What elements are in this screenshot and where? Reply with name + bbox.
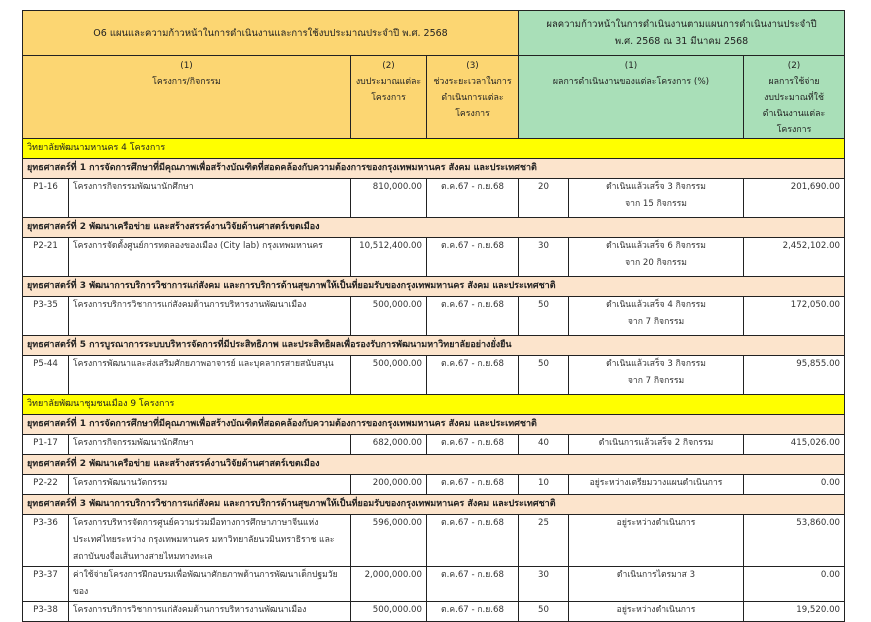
project-budget: 596,000.00 xyxy=(351,515,427,567)
project-expense: 2,452,102.00 xyxy=(744,238,845,277)
project-result xyxy=(569,179,744,218)
result-line1: ดำเนินแล้วเสร็จ 3 กิจกรรม xyxy=(606,359,706,369)
project-percent: 50 xyxy=(519,297,569,336)
project-expense: 0.00 xyxy=(744,475,845,495)
project-result xyxy=(569,567,744,602)
progress-title-line1: ผลความก้าวหน้าในการดำเนินงานตามแผนการดำเนินงานประจำปี xyxy=(546,19,817,30)
col-num: (2) xyxy=(382,61,395,71)
project-percent: 40 xyxy=(519,435,569,455)
title-row xyxy=(23,11,845,56)
result-line1: ดำเนินแล้วเสร็จ 3 กิจกรรม xyxy=(606,182,706,192)
project-code: P3-37 xyxy=(23,567,69,602)
project-code: P3-36 xyxy=(23,515,69,567)
result-line1: อยู่ระหว่างดำเนินการ xyxy=(616,605,696,615)
project-percent: 50 xyxy=(519,602,569,622)
project-expense: 415,026.00 xyxy=(744,435,845,455)
col-num: (2) xyxy=(787,61,801,71)
project-row xyxy=(23,475,845,495)
col-header-result xyxy=(519,56,744,139)
col-num: (1) xyxy=(624,61,638,71)
strategy-row xyxy=(23,277,845,297)
project-result xyxy=(569,475,744,495)
project-budget: 500,000.00 xyxy=(351,602,427,622)
project-result xyxy=(569,356,744,395)
project-result xyxy=(569,515,744,567)
col-label: ผลการใช้จ่าย xyxy=(768,77,820,87)
project-row xyxy=(23,238,845,277)
project-code: P1-16 xyxy=(23,179,69,218)
strategy-name: ยุทธศาสตร์ที่ 2 พัฒนาเครือข่าย และสร้างสรรค์งานวิจัยด้านศาสตร์เขตเมือง xyxy=(23,455,845,475)
result-line2: จาก 7 กิจกรรม xyxy=(627,376,685,386)
project-name: โครงการพัฒนาและส่งเสริมศักยภาพอาจารย์ และบุคลากรสายสนับสนุน xyxy=(69,356,351,395)
project-row xyxy=(23,602,845,622)
project-row xyxy=(23,356,845,395)
col-header-expense xyxy=(744,56,845,139)
project-period: ต.ค.67 - ก.ย.68 xyxy=(427,567,519,602)
project-period: ต.ค.67 - ก.ย.68 xyxy=(427,179,519,218)
project-percent: 30 xyxy=(519,567,569,602)
strategy-row xyxy=(23,218,845,238)
plan-title: O6 แผนและความก้าวหน้าในการดำเนินงานและการใช้งบประมาณประจำปี พ.ศ. 2568 xyxy=(23,11,519,56)
column-header-row xyxy=(23,56,845,139)
project-row xyxy=(23,435,845,455)
project-budget: 200,000.00 xyxy=(351,475,427,495)
project-expense: 53,860.00 xyxy=(744,515,845,567)
strategy-name: ยุทธศาสตร์ที่ 5 การบูรณาการระบบบริหารจัดการที่มีประสิทธิภาพ และประสิทธิผลเพื่อรองรับการพัฒนามหาวิทยาลัยอย่างยั่งยืน xyxy=(23,336,845,356)
col-label: ช่วงระยะเวลาในการ xyxy=(433,77,512,87)
strategy-row xyxy=(23,336,845,356)
project-period: ต.ค.67 - ก.ย.68 xyxy=(427,356,519,395)
project-percent: 20 xyxy=(519,179,569,218)
progress-title-line2: พ.ศ. 2568 ณ 31 มีนาคม 2568 xyxy=(614,36,749,47)
result-line1: ดำเนินแล้วเสร็จ 6 กิจกรรม xyxy=(606,241,706,251)
project-name: โครงการจัดตั้งศูนย์การทดลองของเมือง (City lab) กรุงเทพมหานคร xyxy=(69,238,351,277)
project-period: ต.ค.67 - ก.ย.68 xyxy=(427,238,519,277)
project-code: P5-44 xyxy=(23,356,69,395)
college-name: วิทยาลัยพัฒนาชุมชนเมือง 9 โครงการ xyxy=(23,395,845,415)
project-expense: 19,520.00 xyxy=(744,602,845,622)
plan-progress-table xyxy=(22,10,845,622)
project-percent: 50 xyxy=(519,356,569,395)
col-num: (1) xyxy=(180,61,193,71)
project-row xyxy=(23,297,845,336)
project-period: ต.ค.67 - ก.ย.68 xyxy=(427,602,519,622)
college-row xyxy=(23,395,845,415)
project-budget: 10,512,400.00 xyxy=(351,238,427,277)
strategy-row xyxy=(23,159,845,179)
project-result xyxy=(569,297,744,336)
project-period: ต.ค.67 - ก.ย.68 xyxy=(427,475,519,495)
result-line2: จาก 7 กิจกรรม xyxy=(627,317,685,327)
project-name: โครงการบริการวิชาการแก่สังคมด้านการบริหารงานพัฒนาเมือง xyxy=(69,602,351,622)
col-header-budget xyxy=(351,56,427,139)
project-name: โครงการบริหารจัดการศูนย์ความร่วมมือทางการศึกษาภาษาจีนแห่งประเทศไทยระหว่าง กรุงเทพมหานคร มหาวิทยาลัยนวมินทราธิราช และ สถาบันขงจื่อเส้นทางสายไหมทางทะเล xyxy=(69,515,351,567)
project-code: P2-22 xyxy=(23,475,69,495)
strategy-name: ยุทธศาสตร์ที่ 1 การจัดการศึกษาที่มีคุณภาพเพื่อสร้างบัณฑิตที่สอดคล้องกับความต้องการของกรุงเทพมหานคร สังคม และประเทศชาติ xyxy=(23,415,845,435)
project-expense: 0.00 xyxy=(744,567,845,602)
project-code: P1-17 xyxy=(23,435,69,455)
col-label: ดำเนินการแต่ละ xyxy=(441,93,504,103)
result-line1: ดำเนินการไตรมาส 3 xyxy=(616,570,696,580)
col-label: โครงการ xyxy=(455,109,490,119)
project-name: ค่าใช้จ่ายโครงการฝึกอบรมเพื่อพัฒนาศักยภาพด้านการพัฒนาเด็กปฐมวัยของ xyxy=(69,567,351,602)
project-code: P3-35 xyxy=(23,297,69,336)
result-line1: อยู่ระหว่างดำเนินการ xyxy=(616,518,696,528)
project-budget: 810,000.00 xyxy=(351,179,427,218)
col-label: งบประมาณแต่ละ xyxy=(355,77,422,87)
project-code: P2-21 xyxy=(23,238,69,277)
col-header-period xyxy=(427,56,519,139)
project-name: โครงการกิจกรรมพัฒนานักศึกษา xyxy=(69,179,351,218)
project-percent: 30 xyxy=(519,238,569,277)
result-line1: ดำเนินการแล้วเสร็จ 2 กิจกรรม xyxy=(598,438,714,448)
project-period: ต.ค.67 - ก.ย.68 xyxy=(427,435,519,455)
college-name: วิทยาลัยพัฒนามหานคร 4 โครงการ xyxy=(23,139,845,159)
strategy-row xyxy=(23,495,845,515)
result-line1: อยู่ระหว่างเตรียมวางแผนดำเนินการ xyxy=(589,478,723,488)
project-result xyxy=(569,238,744,277)
col-label: โครงการ xyxy=(371,93,406,103)
project-budget: 682,000.00 xyxy=(351,435,427,455)
col-label: ผลการดำเนินงานของแต่ละโครงการ (%) xyxy=(552,77,710,87)
project-budget: 500,000.00 xyxy=(351,297,427,336)
project-expense: 201,690.00 xyxy=(744,179,845,218)
result-line2: จาก 20 กิจกรรม xyxy=(625,258,687,268)
project-budget: 500,000.00 xyxy=(351,356,427,395)
project-result xyxy=(569,435,744,455)
result-line2: จาก 15 กิจกรรม xyxy=(625,199,687,209)
strategy-name: ยุทธศาสตร์ที่ 1 การจัดการศึกษาที่มีคุณภาพเพื่อสร้างบัณฑิตที่สอดคล้องกับความต้องการของกรุงเทพมหานคร สังคม และประเทศชาติ xyxy=(23,159,845,179)
col-label: ดำเนินงานแต่ละโครงการ xyxy=(762,109,826,135)
strategy-name: ยุทธศาสตร์ที่ 2 พัฒนาเครือข่าย และสร้างสรรค์งานวิจัยด้านศาสตร์เขตเมือง xyxy=(23,218,845,238)
strategy-name: ยุทธศาสตร์ที่ 3 พัฒนาการบริการวิชาการแก่สังคม และการบริการด้านสุขภาพให้เป็นที่ยอมรับของกรุงเทพมหานคร สังคม และประเทศชาติ xyxy=(23,277,845,297)
col-label: งบประมาณที่ใช้ xyxy=(764,93,824,103)
project-expense: 172,050.00 xyxy=(744,297,845,336)
project-expense: 95,855.00 xyxy=(744,356,845,395)
project-name: โครงการบริการวิชาการแก่สังคมด้านการบริหารงานพัฒนาเมือง xyxy=(69,297,351,336)
project-period: ต.ค.67 - ก.ย.68 xyxy=(427,515,519,567)
project-row xyxy=(23,179,845,218)
college-row xyxy=(23,139,845,159)
col-header-project xyxy=(23,56,351,139)
project-percent: 25 xyxy=(519,515,569,567)
project-code: P3-38 xyxy=(23,602,69,622)
strategy-row xyxy=(23,455,845,475)
project-result xyxy=(569,602,744,622)
project-budget: 2,000,000.00 xyxy=(351,567,427,602)
strategy-row xyxy=(23,415,845,435)
project-percent: 10 xyxy=(519,475,569,495)
project-name: โครงการกิจกรรมพัฒนานักศึกษา xyxy=(69,435,351,455)
project-row xyxy=(23,567,845,602)
project-period: ต.ค.67 - ก.ย.68 xyxy=(427,297,519,336)
strategy-name: ยุทธศาสตร์ที่ 3 พัฒนาการบริการวิชาการแก่สังคม และการบริการด้านสุขภาพให้เป็นที่ยอมรับของกรุงเทพมหานคร สังคม และประเทศชาติ xyxy=(23,495,845,515)
project-name: โครงการพัฒนานวัตกรรม xyxy=(69,475,351,495)
progress-title xyxy=(519,11,845,56)
col-label: โครงการ/กิจกรรม xyxy=(152,77,221,87)
project-row xyxy=(23,515,845,567)
result-line1: ดำเนินแล้วเสร็จ 4 กิจกรรม xyxy=(606,300,706,310)
col-num: (3) xyxy=(466,61,479,71)
